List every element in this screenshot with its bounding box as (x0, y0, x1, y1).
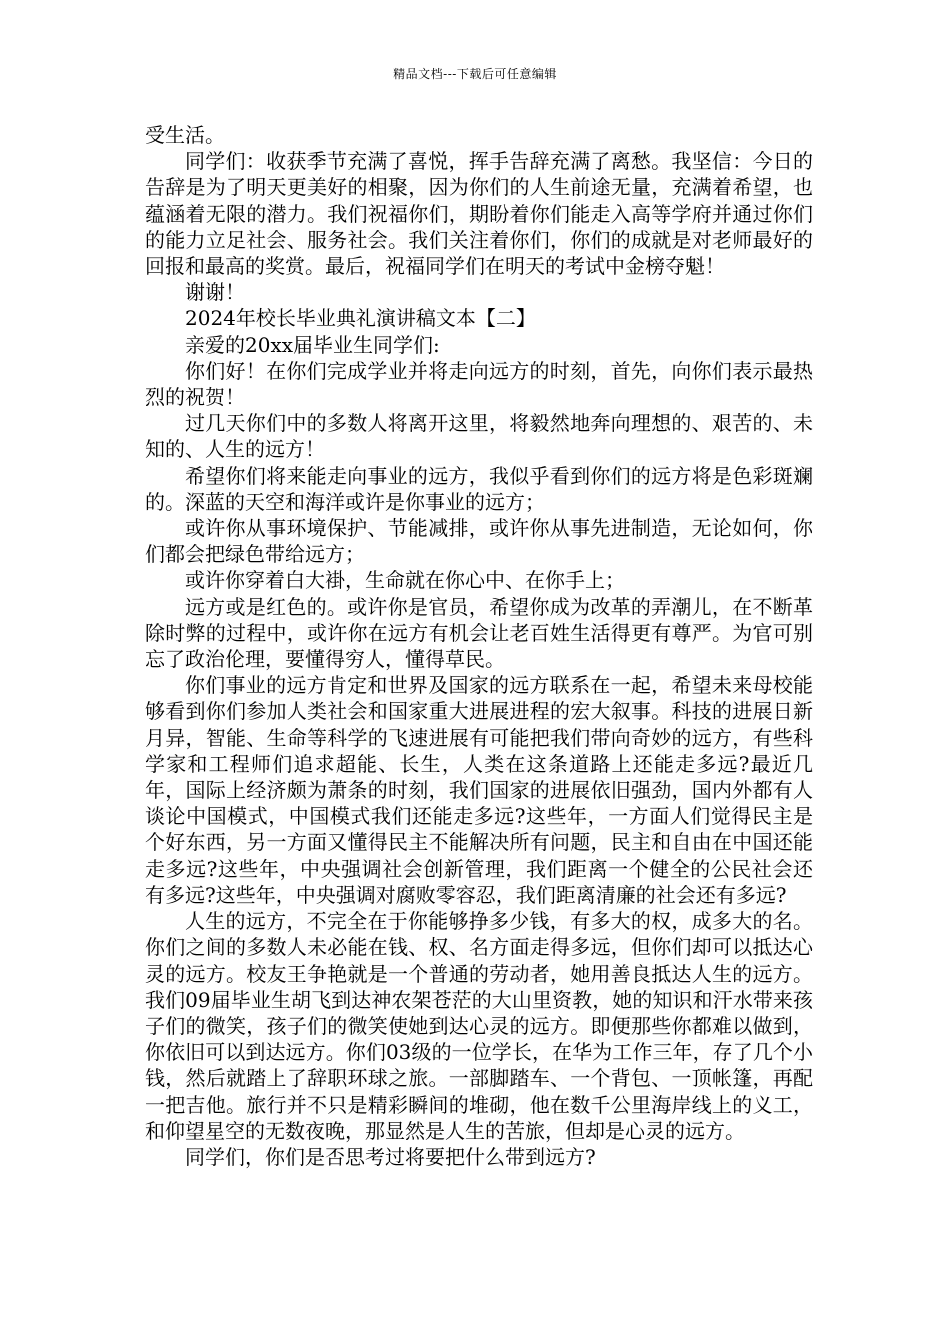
paragraph: 人生的远方，不完全在于你能够挣多少钱，有多大的权，成多大的名。你们之间的多数人未必能在钱、权、名方面走得多远，但你们却可以抵达心灵的远方。校友王争艳就是一个普通的劳动者，她用善良抵达人生的远方。我们09届毕业生胡飞到达神农架苍茫的大山里资教，她的知识和汗水带来孩子们的微笑，孩子们的微笑使她到达心灵的远方。即便那些你都难以做到，你依旧可以到达远方。你们03级的一位学长，在华为工作三年，存了几个小钱，然后就踏上了辞职环球之旅。一部脚踏车、一个背包、一顶帐篷，再配一把吉他。旅行并不只是精彩瞬间的堆砌，他在数千公里海岸线上的义工，和仰望星空的无数夜晚，那显然是人生的苦旅，但却是心灵的远方。 (145, 909, 813, 1143)
page-header: 精品文档---下载后可任意编辑 (393, 67, 557, 81)
paragraph: 过几天你们中的多数人将离开这里，将毅然地奔向理想的、艰苦的、未知的、人生的远方！ (145, 411, 813, 462)
section-title: 2024年校长毕业典礼演讲稿文本【二】 (185, 306, 536, 331)
paragraph: 或许你从事环境保护、节能减排，或许你从事先进制造，无论如何，你们都会把绿色带给远方； (145, 516, 813, 567)
paragraph: 你们好！在你们完成学业并将走向远方的时刻，首先，向你们表示最热烈的祝贺！ (145, 358, 813, 410)
paragraph: 谢谢！ (185, 280, 245, 305)
paragraph: 同学们，你们是否思考过将要把什么带到远方? (185, 1144, 596, 1169)
paragraph: 同学们：收获季节充满了喜悦，挥手告辞充满了离愁。我坚信：今日的告辞是为了明天更美好的相聚，因为你们的人生前途无量，充满着希望，也蕴涵着无限的潜力。我们祝福你们，期盼着你们能走入高等学府并通过你们的能力立足社会、服务社会。我们关注着你们，你们的成就是对老师最好的回报和最高的奖赏。最后，祝福同学们在明天的考试中金榜夺魁！ (145, 149, 813, 279)
salutation: 亲爱的20xx届毕业生同学们: (185, 332, 440, 357)
paragraph: 受生活。 (145, 123, 225, 147)
document-body (145, 122, 813, 1170)
paragraph: 你们事业的远方肯定和世界及国家的远方联系在一起，希望未来母校能够看到你们参加人类社会和国家重大进展进程的宏大叙事。科技的进展日新月异，智能、生命等科学的飞速进展有可能把我们带向奇妙的远方，有些科学家和工程师们追求超能、长生，人类在这条道路上还能走多远?最近几年，国际上经济颇为萧条的时刻，我们国家的进展依旧强劲，国内外都有人谈论中国模式，中国模式我们还能走多远?这些年，一方面人们觉得民主是个好东西，另一方面又懂得民主不能解决所有问题，民主和自由在中国还能走多远?这些年，中央强调社会创新管理，我们距离一个健全的公民社会还有多远?这些年，中央强调对腐败零容忍，我们距离清廉的社会还有多远? (145, 673, 813, 907)
paragraph: 远方或是红色的。或许你是官员，希望你成为改革的弄潮儿，在不断革除时弊的过程中，或许你在远方有机会让老百姓生活得更有尊严。为官可别忘了政治伦理，要懂得穷人，懂得草民。 (145, 594, 813, 672)
paragraph: 或许你穿着白大褂，生命就在你心中、在你手上； (185, 568, 625, 593)
paragraph: 希望你们将来能走向事业的远方，我似乎看到你们的远方将是色彩斑斓的。深蓝的天空和海洋或许是你事业的远方； (145, 463, 813, 514)
